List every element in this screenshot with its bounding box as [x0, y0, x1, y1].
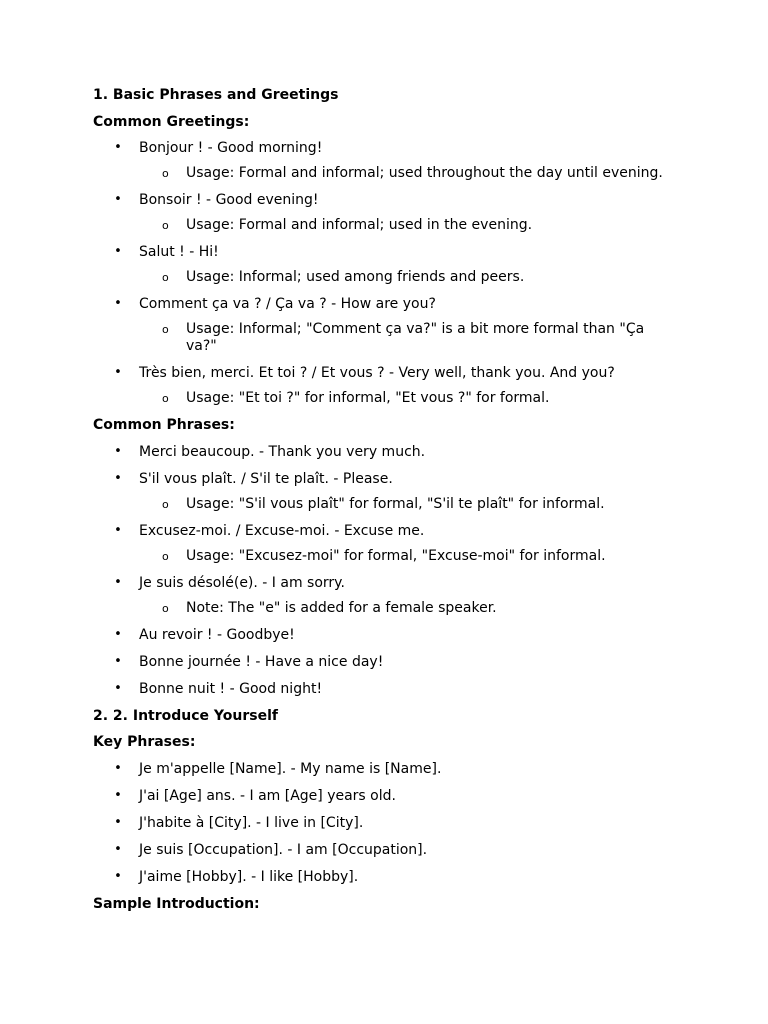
bullet-icon: •	[114, 626, 122, 642]
sub-list	[139, 321, 693, 355]
circle-bullet-icon: o	[162, 271, 169, 284]
key-phrases-list	[93, 760, 693, 886]
sub-list	[139, 600, 693, 617]
phrases-list	[93, 443, 693, 698]
sub-list-item-text: Note: The "e" is added for a female speaker.	[186, 599, 497, 616]
list-item	[93, 868, 693, 886]
list-item	[93, 191, 693, 234]
circle-bullet-icon: o	[162, 167, 169, 180]
list-item	[93, 139, 693, 182]
bullet-icon: •	[114, 470, 122, 486]
circle-bullet-icon: o	[162, 497, 169, 511]
bullet-icon: •	[114, 296, 122, 311]
sub-list-item-text: Usage: Informal; used among friends and peers.	[186, 269, 525, 285]
bullet-icon: •	[114, 244, 122, 259]
sub-list-item-text: Usage: "S'il vous plaît" for formal, "S'il te plaît" for informal.	[186, 495, 605, 512]
sub-list-item	[139, 165, 693, 182]
list-item	[93, 760, 693, 778]
bullet-icon: •	[114, 522, 122, 538]
list-item-text: J'aime [Hobby]. - I like [Hobby].	[139, 868, 359, 885]
list-item	[93, 787, 693, 805]
list-item-text: S'il vous plaît. / S'il te plaît. - Please.	[139, 470, 393, 487]
list-item-text: Merci beaucoup. - Thank you very much.	[139, 443, 426, 460]
sub-list-item	[139, 269, 693, 286]
list-item-text: J'ai [Age] ans. - I am [Age] years old.	[139, 787, 396, 804]
greetings-list	[93, 139, 693, 407]
sub-list-item-text: Usage: Formal and informal; used throughout the day until evening.	[186, 165, 663, 181]
bullet-icon: •	[114, 841, 122, 857]
list-item	[93, 841, 693, 859]
list-item	[93, 680, 693, 698]
circle-bullet-icon: o	[162, 219, 169, 232]
sub-list	[139, 548, 693, 565]
circle-bullet-icon: o	[162, 601, 169, 615]
sub-list-item	[139, 496, 693, 513]
sub-list	[139, 165, 693, 182]
subheading-key-phrases: Key Phrases:	[93, 734, 196, 750]
list-item	[93, 295, 693, 355]
sub-list-item	[139, 217, 693, 234]
bullet-icon: •	[114, 443, 122, 459]
document-page	[93, 86, 693, 921]
sub-list-item	[139, 321, 693, 355]
sub-list-item-text: Usage: Informal; "Comment ça va?" is a bit more formal than "Ça va?"	[186, 321, 645, 354]
bullet-icon: •	[114, 868, 122, 884]
bullet-icon: •	[114, 814, 122, 830]
list-item-text: Bonne journée ! - Have a nice day!	[139, 653, 384, 670]
bullet-icon: •	[114, 140, 122, 155]
list-item-text: Salut ! - Hi!	[139, 244, 219, 260]
circle-bullet-icon: o	[162, 323, 169, 336]
list-item-text: Je m'appelle [Name]. - My name is [Name].	[139, 760, 442, 777]
sub-list-item-text: Usage: "Et toi ?" for informal, "Et vous ?" for formal.	[186, 390, 550, 406]
list-item-text: Excusez-moi. / Excuse-moi. - Excuse me.	[139, 522, 425, 539]
list-item	[93, 653, 693, 671]
list-item-text: Je suis désolé(e). - I am sorry.	[139, 574, 345, 591]
list-item	[93, 443, 693, 461]
list-item-text: Je suis [Occupation]. - I am [Occupation].	[139, 841, 428, 858]
list-item-text: J'habite à [City]. - I live in [City].	[139, 814, 364, 831]
list-item	[93, 243, 693, 286]
list-item	[93, 814, 693, 832]
sub-list-item-text: Usage: Formal and informal; used in the evening.	[186, 217, 533, 233]
list-item	[93, 522, 693, 565]
list-item-text: Bonsoir ! - Good evening!	[139, 192, 319, 208]
list-item	[93, 364, 693, 407]
bullet-icon: •	[114, 787, 122, 803]
subheading-phrases: Common Phrases:	[93, 417, 235, 433]
list-item-text: Bonne nuit ! - Good night!	[139, 680, 323, 697]
sub-list-item	[139, 548, 693, 565]
bullet-icon: •	[114, 574, 122, 590]
sub-list	[139, 496, 693, 513]
bullet-icon: •	[114, 680, 122, 696]
list-item-text: Comment ça va ? / Ça va ? - How are you?	[139, 296, 436, 312]
list-item	[93, 626, 693, 644]
sub-list	[139, 269, 693, 286]
subheading-sample-introduction: Sample Introduction:	[93, 895, 260, 912]
subheading-greetings: Common Greetings:	[93, 113, 250, 130]
sub-list	[139, 390, 693, 407]
section-title: 1. Basic Phrases and Greetings	[93, 87, 339, 103]
section-title: 2. 2. Introduce Yourself	[93, 707, 278, 724]
list-item-text: Très bien, merci. Et toi ? / Et vous ? - Very well, thank you. And you?	[139, 365, 615, 381]
sub-list-item	[139, 600, 693, 617]
list-item	[93, 574, 693, 617]
bullet-icon: •	[114, 192, 122, 207]
sub-list-item	[139, 390, 693, 407]
bullet-icon: •	[114, 365, 122, 380]
list-item-text: Bonjour ! - Good morning!	[139, 140, 323, 156]
sub-list-item-text: Usage: "Excusez-moi" for formal, "Excuse-moi" for informal.	[186, 547, 606, 564]
circle-bullet-icon: o	[162, 392, 169, 405]
sub-list	[139, 217, 693, 234]
circle-bullet-icon: o	[162, 549, 169, 563]
bullet-icon: •	[114, 653, 122, 669]
list-item-text: Au revoir ! - Goodbye!	[139, 626, 295, 643]
bullet-icon: •	[114, 760, 122, 776]
list-item	[93, 470, 693, 513]
